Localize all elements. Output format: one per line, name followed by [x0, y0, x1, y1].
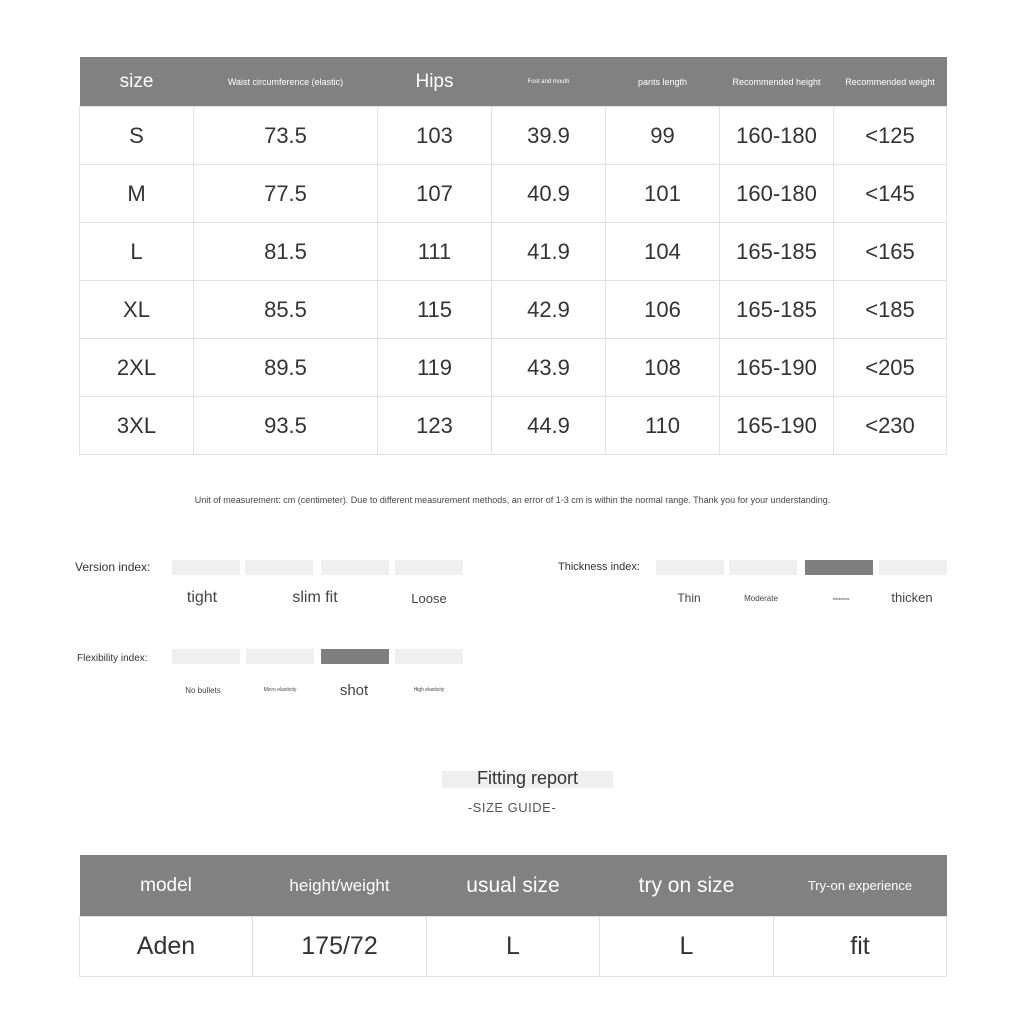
thickness-index-segment	[729, 560, 797, 575]
size-cell: M	[80, 165, 194, 223]
fitting-header-row	[80, 855, 947, 917]
header-size: size	[80, 57, 194, 107]
hips-cell: 107	[378, 165, 492, 223]
version-index-segment	[245, 560, 313, 575]
weight-cell: <205	[834, 339, 947, 397]
height-weight-cell: 175/72	[253, 917, 427, 977]
header-hips: Hips	[378, 57, 492, 107]
size-cell: 3XL	[80, 397, 194, 455]
size-guide-subtitle: -SIZE GUIDE-	[467, 800, 557, 815]
size-chart-header-row	[80, 57, 947, 107]
header-recommended-height: Recommended height	[720, 57, 834, 107]
try-on-experience-cell: fit	[774, 917, 947, 977]
fitting-report-table	[79, 855, 947, 977]
hips-cell: 119	[378, 339, 492, 397]
weight-cell: <145	[834, 165, 947, 223]
height-cell: 165-190	[720, 339, 834, 397]
header-height-weight: height/weight	[253, 855, 427, 917]
size-cell: 2XL	[80, 339, 194, 397]
weight-cell: <125	[834, 107, 947, 165]
measurement-note: Unit of measurement: cm (centimeter). Due to different measurement methods, an error of 1-3 cm is within the normal range. Thank you for your understanding.	[194, 495, 831, 505]
version-option-slim-fit: slim fit	[292, 589, 338, 606]
flexibility-index-segment	[172, 649, 240, 664]
waist-cell: 73.5	[194, 107, 378, 165]
header-pants-length: pants length	[606, 57, 720, 107]
foot-mouth-cell: 44.9	[492, 397, 606, 455]
thickness-option-moderate: Moderate	[744, 594, 778, 603]
usual-size-cell: L	[427, 917, 600, 977]
flexibility-index-segment	[246, 649, 314, 664]
table-row	[80, 339, 947, 397]
size-cell: L	[80, 223, 194, 281]
height-cell: 165-185	[720, 223, 834, 281]
size-cell: XL	[80, 281, 194, 339]
thickness-option-thin: Thin	[677, 591, 701, 605]
weight-cell: <165	[834, 223, 947, 281]
size-cell: S	[80, 107, 194, 165]
header-usual-size: usual size	[427, 855, 600, 917]
flexibility-index-segment-active	[321, 649, 389, 664]
thickness-index-segment-active	[805, 560, 873, 575]
foot-mouth-cell: 41.9	[492, 223, 606, 281]
thickness-index-label: Thickness index:	[558, 561, 640, 573]
hips-cell: 103	[378, 107, 492, 165]
pants-length-cell: 101	[606, 165, 720, 223]
thickness-index-segment	[656, 560, 724, 575]
height-cell: 160-180	[720, 165, 834, 223]
header-recommended-weight: Recommended weight	[834, 57, 947, 107]
hips-cell: 115	[378, 281, 492, 339]
waist-cell: 85.5	[194, 281, 378, 339]
flexibility-option-high-elasticity: High elasticity	[413, 687, 445, 693]
table-row	[80, 107, 947, 165]
flexibility-option-micro-elasticity: Micro elasticity	[263, 687, 297, 693]
table-row	[80, 281, 947, 339]
version-index-segment	[172, 560, 240, 575]
fitting-report-title-box	[442, 768, 613, 788]
model-cell: Aden	[80, 917, 253, 977]
thickness-option-thickness: thickness	[832, 596, 850, 601]
pants-length-cell: 106	[606, 281, 720, 339]
weight-cell: <185	[834, 281, 947, 339]
waist-cell: 89.5	[194, 339, 378, 397]
header-try-on-experience: Try-on experience	[774, 855, 947, 917]
size-chart-table	[79, 57, 947, 455]
flexibility-option-no-bullets: No bullets	[185, 686, 221, 695]
pants-length-cell: 108	[606, 339, 720, 397]
height-cell: 165-185	[720, 281, 834, 339]
header-foot-mouth: Foot and mouth	[492, 57, 606, 107]
foot-mouth-cell: 42.9	[492, 281, 606, 339]
table-row	[80, 917, 947, 977]
header-try-on-size: try on size	[600, 855, 774, 917]
header-waist: Waist circumference (elastic)	[194, 57, 378, 107]
flexibility-option-shot: shot	[339, 682, 369, 699]
weight-cell: <230	[834, 397, 947, 455]
flexibility-index-segment	[395, 649, 463, 664]
pants-length-cell: 104	[606, 223, 720, 281]
height-cell: 165-190	[720, 397, 834, 455]
hips-cell: 123	[378, 397, 492, 455]
version-option-tight: tight	[186, 589, 218, 606]
pants-length-cell: 110	[606, 397, 720, 455]
header-model: model	[80, 855, 253, 917]
version-index-label: Version index:	[75, 560, 151, 574]
waist-cell: 77.5	[194, 165, 378, 223]
thickness-index-segment	[879, 560, 947, 575]
version-index-segment	[395, 560, 463, 575]
thickness-option-thicken: thicken	[891, 590, 933, 605]
foot-mouth-cell: 40.9	[492, 165, 606, 223]
try-on-size-cell: L	[600, 917, 774, 977]
table-row	[80, 223, 947, 281]
flexibility-index-label: Flexibility index:	[77, 653, 148, 664]
table-row	[80, 165, 947, 223]
version-index-segment	[321, 560, 389, 575]
fitting-report-title: Fitting report	[476, 768, 579, 788]
pants-length-cell: 99	[606, 107, 720, 165]
waist-cell: 93.5	[194, 397, 378, 455]
foot-mouth-cell: 43.9	[492, 339, 606, 397]
height-cell: 160-180	[720, 107, 834, 165]
table-row	[80, 397, 947, 455]
foot-mouth-cell: 39.9	[492, 107, 606, 165]
version-option-loose: Loose	[411, 591, 447, 606]
waist-cell: 81.5	[194, 223, 378, 281]
hips-cell: 111	[378, 223, 492, 281]
